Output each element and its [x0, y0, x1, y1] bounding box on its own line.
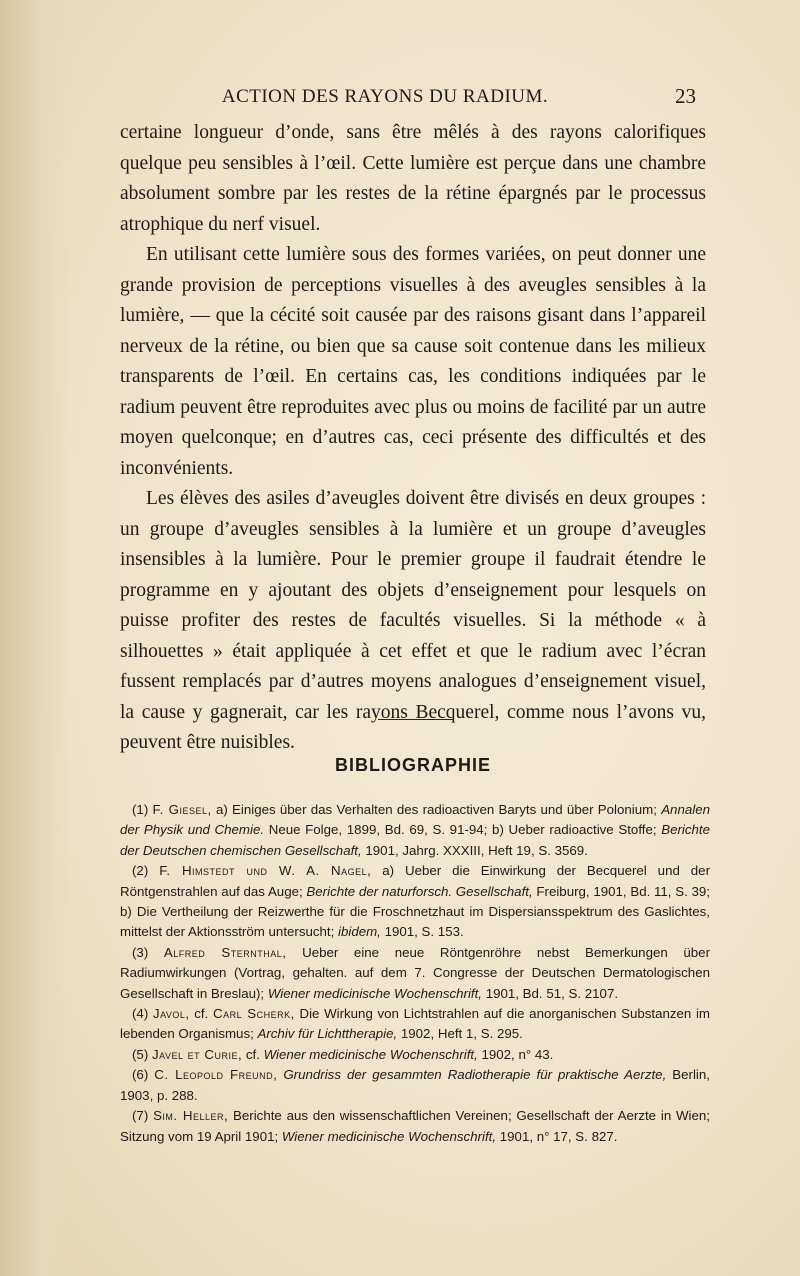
- bibliography-entry: [120, 1106, 710, 1147]
- entry-text: a) Ueber die Einwirkung der Becquerel und der Röntgenstrahlen auf das Auge;: [120, 863, 710, 899]
- page-number: 23: [675, 84, 696, 108]
- entry-text: 1901, n° 17, S. 827.: [496, 1128, 618, 1144]
- entry-author: F. Himstedt und W. A. Nagel,: [159, 863, 372, 879]
- entry-journal: Berichte der naturforsch. Gesellschaft,: [306, 883, 533, 899]
- bibliography-entry: [120, 943, 710, 1004]
- entry-number: (2): [132, 863, 149, 879]
- paragraph: En utilisant cette lumière sous des formes variées, on peut donner une grande provision de perceptions visuelles à des aveugles sensibles à la lumière, — que la cécité soit causée par des raisons gisant dans l’appareil nerveux de la rétine, ou bien que sa cause soit contenue dans les milieux transparents de l’œil. En certains cas, les conditions indiquées par le radium peuvent être reproduites avec plus ou moins de facilité par un autre moyen quelconque; en d’autres cas, ceci présente des difficultés et des inconvénients.: [120, 244, 706, 479]
- paragraph: certaine longueur d’onde, sans être mêlés à des rayons calorifiques quelque peu sensibles à l’œil. Cette lumière est perçue dans une chambre absolument sombre par les restes de la rétine épargnés par le processus atrophique du nerf visuel.: [120, 122, 706, 235]
- entry-author: Alfred Sternthal,: [163, 944, 287, 960]
- bibliography-entry: [120, 800, 710, 861]
- entry-journal: Wiener medicinische Wochenschrift,: [263, 1046, 478, 1062]
- entry-text: cf.: [242, 1046, 264, 1062]
- bibliography-title: BIBLIOGRAPHIE: [334, 755, 491, 775]
- running-head: ACTION DES RAYONS DU RADIUM.: [221, 86, 549, 107]
- bibliography-entry: [120, 1065, 710, 1106]
- entry-journal: Wiener medicinische Wochenschrift,: [267, 985, 482, 1001]
- entry-text: Berichte aus den wissenschaftlichen Vereinen; Gesellschaft der Aerzte in Wien; Sitzung vom 19 April 1901;: [120, 1108, 710, 1144]
- entry-author: Sim. Heller,: [153, 1108, 229, 1124]
- entry-text: 1901, S. 153.: [380, 924, 464, 940]
- entry-number: (6): [132, 1067, 149, 1083]
- entry-text: a) Einiges über das Verhalten des radioactiven Baryts und über Polonium;: [211, 802, 662, 817]
- entry-number: (3): [132, 944, 149, 960]
- paragraph: Les élèves des asiles d’aveugles doivent être divisés en deux groupes : un groupe d’aveugles sensibles à la lumière et un groupe d’aveugles insensibles à la lumière. Pour le premier groupe il faudrait étendre le programme en y ajoutant des objets d’enseignement pour lesquels on puisse profiter des restes de facultés visuelles. Si la méthode « à silhouettes » était appliquée à cet effet et que le radium avec l’écran fussent remplacés par d’autres moyens analogues d’enseignement visuel, la cause y gagnerait, car les rayons Becquerel, comme nous l’avons vu, peuvent être nuisibles.: [120, 488, 706, 753]
- entry-journal: ibidem,: [338, 924, 381, 940]
- bibliography-entry: [120, 1045, 710, 1065]
- entry-author: Carl Scherk,: [212, 1006, 295, 1022]
- entry-text: 1901, Bd. 51, S. 2107.: [482, 985, 619, 1001]
- entry-text: Berlin, 1903, p. 288.: [120, 1067, 710, 1103]
- entry-text: 1901, Jahrg. XXXIII, Heft 19, S. 3569.: [361, 842, 588, 858]
- entry-journal: Archiv für Lichttherapie,: [257, 1026, 398, 1042]
- main-text: [120, 118, 706, 759]
- bibliography-entry: [120, 1004, 710, 1045]
- section-divider: [378, 719, 454, 720]
- entry-text: 1902, Heft 1, S. 295.: [397, 1026, 523, 1042]
- entry-number: (7): [132, 1108, 149, 1124]
- entry-text: cf.: [189, 1006, 213, 1022]
- page-edge-shadow: [0, 0, 70, 1276]
- entry-author: C. Leopold Freund,: [154, 1067, 278, 1083]
- entry-number: (4): [132, 1006, 149, 1022]
- entry-journal: Berichte der Deutschen chemischen Gesellschaft,: [120, 822, 710, 858]
- entry-journal: Wiener medicinische Wochenschrift,: [281, 1128, 497, 1144]
- entry-text: Die Wirkung von Lichtstrahlen auf die anorganischen Substanzen im lebenden Organismus;: [120, 1006, 710, 1042]
- entry-number: (1): [132, 802, 149, 817]
- entry-text: 1902, n° 43.: [477, 1046, 554, 1062]
- entry-text: Freiburg, 1901, Bd. 11, S. 39; b) Die Vertheilung der Reizwerthe für die Froschnetzhaut im Dispersiansspektrum des Gaslichtes, mittelst der Aktionsström untersucht;: [120, 883, 711, 940]
- bibliography-list: [120, 800, 710, 1147]
- entry-journal: Annalen der Physik und Chemie.: [120, 802, 710, 838]
- entry-number: (5): [132, 1046, 149, 1062]
- bibliography-entry: [120, 861, 710, 943]
- entry-author: Javel et Curie,: [151, 1046, 243, 1062]
- entry-author: Javol,: [152, 1006, 190, 1022]
- entry-text: Neue Folge, 1899, Bd. 69, S. 91-94; b) Ueber radioactive Stoffe;: [264, 822, 662, 838]
- entry-journal: Grundriss der gesammten Radiotherapie für praktische Aerzte,: [283, 1067, 667, 1083]
- entry-text: Ueber eine neue Röntgenröhre nebst Bemerkungen über Radiumwirkungen (Vortrag, gehalten. auf dem 7. Congresse der Deutschen Dermatologischen Gesellschaft in Breslau);: [120, 944, 710, 1001]
- entry-author: F. Giesel,: [152, 802, 212, 817]
